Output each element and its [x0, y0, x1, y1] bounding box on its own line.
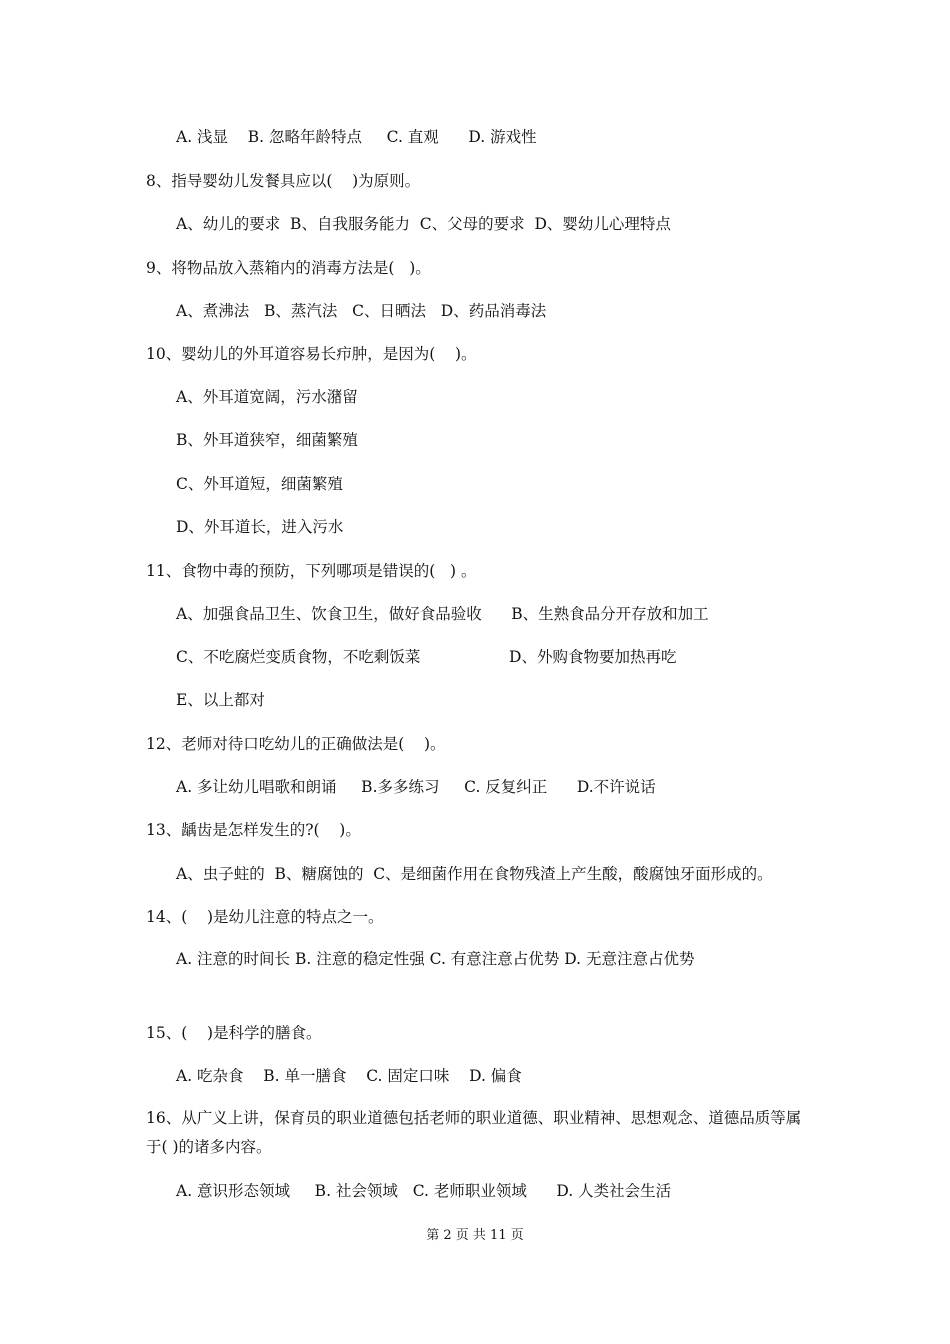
q11-option-e: E、以上都对 [176, 691, 265, 709]
q9-stem: 9、将物品放入蒸箱内的消毒方法是( )。 [146, 259, 431, 277]
q10-option-c: C、外耳道短，细菌繁殖 [176, 475, 343, 493]
q7-options: A. 浅显 B. 忽略年龄特点 C. 直观 D. 游戏性 [176, 128, 537, 146]
q11-options-row2: C、不吃腐烂变质食物，不吃剩饭菜 D、外购食物要加热再吃 [176, 648, 677, 666]
q13-stem: 13、龋齿是怎样发生的?( )。 [146, 821, 361, 839]
q15-stem: 15、( )是科学的膳食。 [146, 1024, 322, 1042]
q8-options: A、幼儿的要求 B、自我服务能力 C、父母的要求 D、婴幼儿心理特点 [176, 215, 671, 233]
q10-stem: 10、婴幼儿的外耳道容易长疖肿，是因为( )。 [146, 345, 477, 363]
q9-options: A、煮沸法 B、蒸汽法 C、日晒法 D、药品消毒法 [176, 302, 547, 320]
page-number-footer: 第 2 页 共 11 页 [426, 1228, 524, 1243]
q15-options: A. 吃杂食 B. 单一膳食 C. 固定口味 D. 偏食 [176, 1067, 522, 1085]
q10-option-a: A、外耳道宽阔，污水潴留 [176, 388, 358, 406]
q12-options: A. 多让幼儿唱歌和朗诵 B.多多练习 C. 反复纠正 D.不许说话 [176, 778, 656, 796]
q13-options: A、虫子蛀的 B、糖腐蚀的 C、是细菌作用在食物残渣上产生酸，酸腐蚀牙面形成的。 [176, 865, 773, 883]
q14-stem: 14、( )是幼儿注意的特点之一。 [146, 908, 384, 926]
q16-stem: 16、从广义上讲，保育员的职业道德包括老师的职业道德、职业精神、思想观念、道德品质等属于( )的诸多内容。 [146, 1109, 802, 1156]
q16-options: A. 意识形态领域 B. 社会领域 C. 老师职业领域 D. 人类社会生活 [176, 1182, 672, 1200]
q12-stem: 12、老师对待口吃幼儿的正确做法是( )。 [146, 735, 446, 753]
q14-options: A. 注意的时间长 B. 注意的稳定性强 C. 有意注意占优势 D. 无意注意占优势 [176, 950, 695, 968]
q10-option-d: D、外耳道长，进入污水 [176, 518, 344, 536]
q8-stem: 8、指导婴幼儿发餐具应以( )为原则。 [146, 172, 421, 190]
q10-option-b: B、外耳道狭窄，细菌繁殖 [176, 431, 358, 449]
q11-options-row1: A、加强食品卫生、饮食卫生，做好食品验收 B、生熟食品分开存放和加工 [176, 605, 709, 623]
q11-stem: 11、食物中毒的预防，下列哪项是错误的( ) 。 [146, 562, 477, 580]
